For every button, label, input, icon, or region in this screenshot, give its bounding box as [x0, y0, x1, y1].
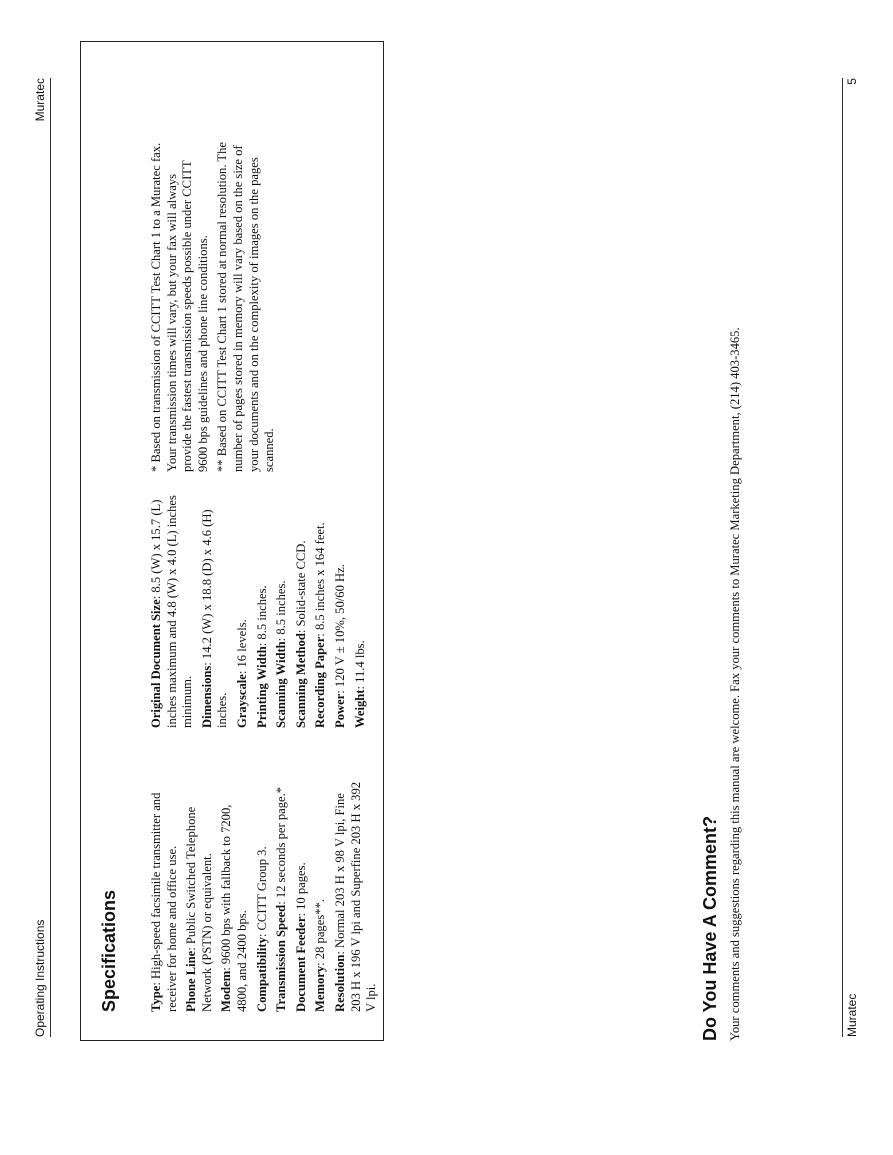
footnote: ** Based on CCITT Test Chart 1 stored at normal resolution. The number of pages stored in memory will vary based on the size of your documents and on the complexity of images on the pages scanned. — [215, 141, 277, 472]
header-rule — [50, 78, 51, 1037]
page-number: 5 — [845, 78, 859, 85]
footnote: * Based on transmission of CCITT Test Chart 1 to a Muratec fax. Your transmission times will vary, but your fax will always provide the fastest transmission speeds possible under CCITT 9600 bps guidelines and phone line conditions. — [149, 142, 210, 472]
comment-title: Do You Have A Comment? — [700, 815, 720, 1041]
spec-column-1 — [149, 774, 384, 1012]
spec-item: Type: High-speed facsimile transmitter and receiver for home and office use. — [149, 792, 179, 1012]
footer-left: Muratec — [845, 993, 859, 1037]
header-right: Muratec — [33, 78, 47, 122]
spec-item: Resolution: Normal 203 H x 98 V lpi, Fine 203 H x 196 V lpi and Superfine 203 H x 392 V lpi. — [332, 781, 379, 1012]
spec-item: Power: 120 V ± 10%, 50/60 Hz. — [332, 564, 347, 728]
spec-column-2 — [149, 490, 372, 728]
spec-item: Document Feeder: 10 pages. — [293, 862, 308, 1012]
spec-item: Original Document Size: 8.5 (W) x 15.7 (L) inches maximum and 4.8 (W) x 4.0 (L) inches minimum. — [149, 495, 195, 728]
comment-text: Your comments and suggestions regarding this manual are welcome. Fax your comments to Muratec Marketing Department, (214) 403-3465. — [728, 327, 742, 1041]
spec-item: Phone Line: Public Switched Telephone Network (PSTN) or equivalent. — [184, 806, 214, 1012]
spec-item: Grayscale: 16 levels. — [234, 619, 249, 728]
spec-notes-column — [149, 142, 282, 472]
spec-item: Recording Paper: 8.5 inches x 164 feet. — [313, 522, 328, 728]
spec-item: Scanning Width: 8.5 inches. — [274, 580, 289, 728]
spec-item: Dimensions: 14.2 (W) x 18.8 (D) x 4.6 (H) inches. — [199, 509, 230, 728]
specifications-title: Specifications — [99, 889, 119, 1012]
spec-item: Memory: 28 pages**. — [313, 899, 328, 1012]
header-left: Operating Instructions — [33, 919, 47, 1037]
footer-rule — [842, 78, 843, 1037]
specifications-box — [80, 41, 384, 1041]
spec-item: Printing Width: 8.5 inches. — [254, 585, 269, 728]
spec-item: Transmission Speed: 12 seconds per page.* — [274, 786, 289, 1012]
spec-item: Modem: 9600 bps with fallback to 7200, 4800, and 2400 bps. — [219, 804, 249, 1012]
spec-item: Compatibility: CCITT Group 3. — [254, 846, 269, 1012]
spec-item: Scanning Method: Solid-state CCD. — [293, 540, 308, 728]
spec-item: Weight: 11.4 lbs. — [352, 640, 367, 728]
